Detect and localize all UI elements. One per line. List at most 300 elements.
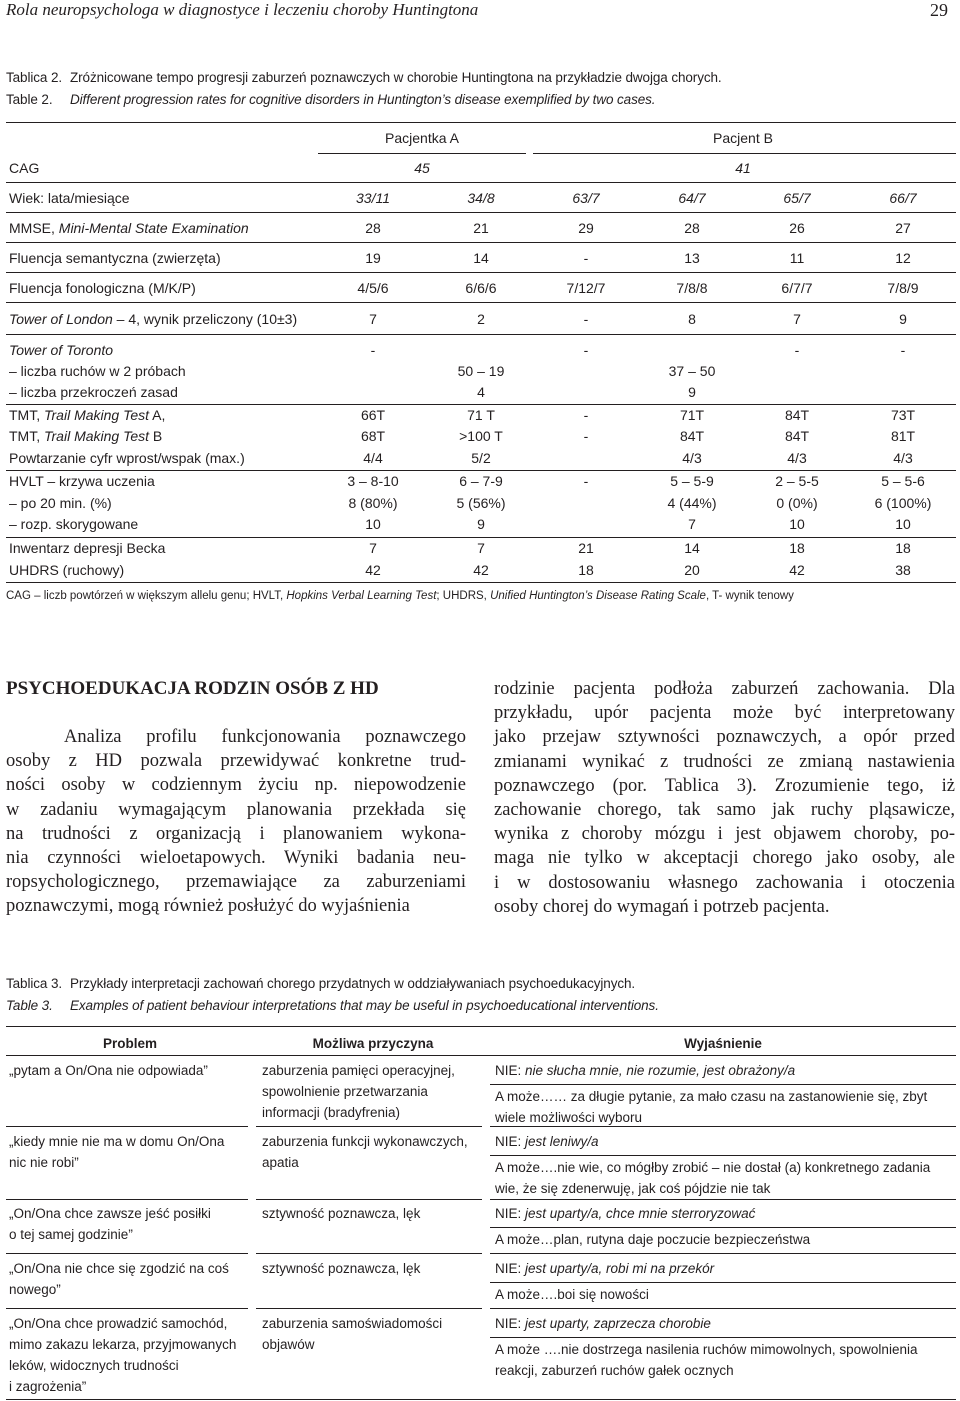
rule-line <box>490 1155 956 1156</box>
cause-line <box>262 1081 455 1102</box>
hvlt-value: 2 – 5-5 <box>775 473 819 489</box>
tot-rules-label-part: – liczba przekroczeń zasad <box>9 384 178 400</box>
cause-cell <box>262 1203 420 1224</box>
nie-text: jest leniwy/a <box>525 1134 599 1149</box>
cause-line <box>262 1313 442 1334</box>
rule-line <box>6 242 956 243</box>
maybe-cell <box>495 1284 649 1305</box>
tmt-b-value: - <box>583 428 589 444</box>
tmt-b-cell <box>431 428 531 444</box>
age-value: 34/8 <box>467 190 495 206</box>
maybe-line <box>495 1284 649 1305</box>
hvlt-recognition-cell <box>853 516 953 532</box>
cause-text: sztywność poznawcza, lęk <box>262 1261 421 1276</box>
tot-rules-label <box>9 384 178 400</box>
beck-cell <box>323 540 423 556</box>
table3-label-pl: Tablica 3. <box>6 976 63 991</box>
maybe-line <box>495 1157 930 1178</box>
hvlt-delayed-cell <box>431 495 531 511</box>
mmse-cell <box>642 220 742 236</box>
tmt-a-value: 71 T <box>467 407 495 423</box>
problem-cell <box>9 1313 236 1397</box>
hvlt-recognition-cell <box>431 516 531 532</box>
rule-line <box>490 1282 956 1283</box>
problem-line <box>9 1258 229 1279</box>
rule-line <box>490 1337 956 1338</box>
cause-text: zaburzenia samoświadomości <box>262 1316 443 1331</box>
age-label <box>9 190 130 206</box>
text-line: w zadaniu wymagającym planowania przekłada się <box>6 799 466 820</box>
beck-cell <box>747 540 847 556</box>
patient-b-header <box>638 130 848 146</box>
tmt-b-value: 81T <box>890 428 916 444</box>
tower-of-toronto-cell <box>853 342 953 358</box>
footnote-uhdrs-name: Unified Huntington’s Disease Rating Scale <box>490 590 706 602</box>
rule-line <box>6 1026 956 1027</box>
rule-line <box>6 182 956 183</box>
tower-of-london-label <box>9 311 297 327</box>
tmt-b-value: >100 T <box>459 428 503 444</box>
uhdrs-label-part: UHDRS (ruchowy) <box>9 562 125 578</box>
maybe-text: reakcji, zaburzeń ruchów gałek ocznych <box>495 1363 734 1378</box>
tot-moves-value: 37 – 50 <box>668 363 716 379</box>
nie-cell <box>495 1060 795 1081</box>
uhdrs-cell <box>853 562 953 578</box>
uhdrs-cell <box>642 562 742 578</box>
table3-header-label: Wyjaśnienie <box>684 1036 762 1051</box>
age-label-part: Wiek: lata/miesiące <box>9 190 130 206</box>
cause-line <box>262 1258 420 1279</box>
mmse-cell <box>747 220 847 236</box>
mmse-label-part: MMSE, <box>9 220 59 236</box>
tot-moves-label <box>9 363 186 379</box>
text-line: poznawczego (por. Tablica 3). Zrozumienie tego, iż <box>494 775 955 796</box>
digit-span-value: 4/4 <box>363 450 383 466</box>
hvlt-delayed-cell <box>747 495 847 511</box>
rule-line <box>256 1199 482 1200</box>
age-value: 66/7 <box>889 190 917 206</box>
uhdrs-value: 42 <box>789 562 805 578</box>
tower-of-london-cell <box>323 311 423 327</box>
cause-line <box>262 1131 468 1152</box>
tower-of-toronto-value: - <box>794 342 800 358</box>
problem-line <box>9 1313 236 1334</box>
text-line: zmianami wynikać z trudności ze zmianą nastawienia <box>494 751 955 772</box>
table3-header-0 <box>6 1036 254 1051</box>
maybe-text: A może…… za długie pytanie, za mało czasu na zastanowienie się, zbyt <box>495 1089 928 1104</box>
uhdrs-value: 20 <box>684 562 700 578</box>
phonological-fluency-label <box>9 280 196 296</box>
cause-line <box>262 1203 420 1224</box>
rule-line <box>256 1126 482 1127</box>
problem-text: „pytam a On/Ona nie odpowiada” <box>9 1063 208 1078</box>
nie-prefix: NIE: <box>495 1134 526 1149</box>
digit-span-label-part: Powtarzanie cyfr wprost/wspak (max.) <box>9 450 245 466</box>
nie-text: nie słucha mnie, nie rozumie, jest obrażony/a <box>525 1063 796 1078</box>
tower-of-toronto-label-part: Tower of Toronto <box>9 342 114 358</box>
footnote-part: ; UHDRS, <box>436 590 491 602</box>
tmt-a-value: 73T <box>890 407 916 423</box>
mmse-value: 29 <box>578 220 594 236</box>
hvlt-label-part: HVLT – krzywa uczenia <box>9 473 155 489</box>
semantic-fluency-value: - <box>583 250 589 266</box>
rule-line <box>6 1055 956 1056</box>
cause-line <box>262 1060 455 1081</box>
text-line: nia czynności wieloetapowych. Wyniki badania neu- <box>6 848 466 869</box>
text-line: przykładu, upór pacjenta może być interpretowany <box>494 703 955 724</box>
tot-rules-value: 4 <box>477 384 485 400</box>
beck-value: 7 <box>477 540 485 556</box>
cause-text: informacji (bradyfrenia) <box>262 1105 401 1120</box>
text-line: zachowanie chorego, tak samo jak ruchy pląsawicze, <box>494 800 955 821</box>
tmt-a-value: 71T <box>679 407 705 423</box>
hvlt-delayed-cell <box>323 495 423 511</box>
table3-label-en: Table 3. <box>6 998 53 1013</box>
problem-text: „On/Ona chce prowadzić samochód, <box>9 1316 228 1331</box>
rule-line <box>490 1126 956 1127</box>
age-cell <box>642 190 742 206</box>
running-title: Rola neuropsychologa w diagnostyce i leczeniu choroby Huntingtona <box>6 0 479 19</box>
problem-text: o tej samej godzinie” <box>9 1227 133 1242</box>
maybe-text: A może….boi się nowości <box>495 1287 649 1302</box>
cause-text: spowolnienie przetwarzania <box>262 1084 428 1099</box>
rule-line <box>490 1253 956 1254</box>
table3-caption-en <box>6 998 659 1013</box>
cag-label <box>9 160 39 176</box>
digit-span-value: 5/2 <box>471 450 491 466</box>
age-cell <box>747 190 847 206</box>
patient-a-label: Pacjentka A <box>385 130 459 146</box>
tower-of-london-value: 9 <box>899 311 907 327</box>
hvlt-delayed-cell <box>642 495 742 511</box>
hvlt-recognition-label-part: – rozp. skorygowane <box>9 516 139 532</box>
rule-line <box>256 1253 482 1254</box>
table3-caption-en-text: Examples of patient behaviour interpretations that may be useful in psychoeducational interventions. <box>70 998 659 1013</box>
beck-value: 18 <box>789 540 805 556</box>
digit-span-cell <box>642 450 742 466</box>
tower-of-toronto-value: - <box>583 342 589 358</box>
semantic-fluency-value: 14 <box>473 250 489 266</box>
beck-value: 7 <box>369 540 377 556</box>
digit-span-value: 4/3 <box>787 450 807 466</box>
problem-cell <box>9 1131 224 1173</box>
hvlt-delayed-value: 8 (80%) <box>348 495 398 511</box>
age-cell <box>536 190 636 206</box>
tmt-a-cell <box>642 407 742 423</box>
tower-of-london-label-part: – 4, wynik przeliczony (10±3) <box>112 311 298 327</box>
nie-cell <box>495 1131 599 1152</box>
tower-of-london-cell <box>536 311 636 327</box>
digit-span-label <box>9 450 245 466</box>
maybe-text: wie, że się zdenerwuję, jak coś pójdzie nie tak <box>495 1181 771 1196</box>
nie-cell <box>495 1203 755 1224</box>
beck-label <box>9 540 165 556</box>
mmse-value: 26 <box>789 220 805 236</box>
nie-text: jest uparty, zaprzecza chorobie <box>525 1316 711 1331</box>
tmt-b-cell <box>747 428 847 444</box>
phonological-fluency-value: 7/8/9 <box>887 280 919 296</box>
footnote-hvlt-name: Hopkins Verbal Learning Test <box>286 590 437 602</box>
tmt-a-cell <box>853 407 953 423</box>
hvlt-recognition-value: 7 <box>688 516 696 532</box>
hvlt-cell <box>323 473 423 489</box>
phonological-fluency-value: 7/8/8 <box>676 280 708 296</box>
age-cell <box>323 190 423 206</box>
rule-line <box>6 1126 248 1127</box>
beck-value: 21 <box>578 540 594 556</box>
hvlt-recognition-cell <box>747 516 847 532</box>
maybe-line <box>495 1086 927 1107</box>
maybe-cell <box>495 1157 930 1199</box>
maybe-line <box>495 1178 930 1199</box>
rule-line <box>533 153 956 154</box>
table2-caption-en <box>6 92 655 107</box>
uhdrs-label <box>9 562 124 578</box>
mmse-label <box>9 220 249 236</box>
tmt-b-cell <box>536 428 636 444</box>
hvlt-delayed-label-part: – po 20 min. (%) <box>9 495 112 511</box>
text-line: na trudności z organizacją i planowaniem wykona- <box>6 823 466 844</box>
text-line: ropsychologicznego, przemawiające za zaburzeniami <box>6 872 466 893</box>
text-line: wynika z choroby mózgu i jest objawem choroby, po- <box>494 824 955 845</box>
semantic-fluency-cell <box>536 250 636 266</box>
maybe-line <box>495 1229 810 1250</box>
tot-moves-value: 50 – 19 <box>457 363 505 379</box>
tower-of-london-value: 2 <box>477 311 485 327</box>
hvlt-delayed-value: 5 (56%) <box>456 495 506 511</box>
cause-text: sztywność poznawcza, lęk <box>262 1206 421 1221</box>
cause-cell <box>262 1060 455 1123</box>
table3-header-label: Możliwa przyczyna <box>312 1036 434 1051</box>
page-number: 29 <box>930 0 948 20</box>
hvlt-delayed-cell <box>853 495 953 511</box>
uhdrs-value: 42 <box>473 562 489 578</box>
patient-b-label: Pacjent B <box>713 130 773 146</box>
tower-of-toronto-value: - <box>370 342 376 358</box>
rule-line <box>6 1308 248 1309</box>
cag-a-cell <box>317 160 527 176</box>
maybe-cell <box>495 1339 917 1381</box>
tot-moves-label-part: – liczba ruchów w 2 próbach <box>9 363 186 379</box>
rule-line <box>6 334 956 335</box>
tmt-a-label-part: A, <box>149 407 166 423</box>
semantic-fluency-cell <box>853 250 953 266</box>
rule-line <box>6 212 956 213</box>
cause-text: zaburzenia pamięci operacyjnej, <box>262 1063 455 1078</box>
maybe-text: A może…plan, rutyna daje poczucie bezpieczeństwa <box>495 1232 811 1247</box>
cause-cell <box>262 1313 442 1355</box>
tmt-a-cell <box>431 407 531 423</box>
phonological-fluency-cell <box>323 280 423 296</box>
beck-label-part: Inwentarz depresji Becka <box>9 540 166 556</box>
maybe-line <box>495 1107 927 1128</box>
patient-a-header <box>317 130 527 146</box>
hvlt-cell <box>536 473 636 489</box>
left-column-text <box>6 725 466 919</box>
section-title: PSYCHOEDUKACJA RODZIN OSÓB Z HD <box>6 678 379 699</box>
tower-of-toronto-label <box>9 342 113 358</box>
problem-cell <box>9 1258 229 1300</box>
hvlt-recognition-value: 9 <box>477 516 485 532</box>
footnote-part: CAG – liczb powtórzeń w większym allelu genu; HVLT, <box>6 590 287 602</box>
uhdrs-cell <box>431 562 531 578</box>
rule-line <box>6 404 956 405</box>
problem-text: nowego” <box>9 1282 61 1297</box>
hvlt-delayed-value: 0 (0%) <box>776 495 818 511</box>
tmt-b-label-part: Trail Making Test <box>44 428 150 444</box>
problem-line <box>9 1334 236 1355</box>
hvlt-recognition-value: 10 <box>895 516 911 532</box>
cause-cell <box>262 1258 420 1279</box>
tower-of-toronto-value: - <box>900 342 906 358</box>
hvlt-label <box>9 473 155 489</box>
table2-caption-en-text: Different progression rates for cognitive disorders in Huntington’s disease exemplified by two cases. <box>70 92 656 107</box>
digit-span-cell <box>853 450 953 466</box>
table3-caption-pl-text: Przykłady interpretacji zachowań chorego przydatnych w oddziaływaniach psychoedukacyjnych. <box>70 976 636 991</box>
nie-prefix: NIE: <box>495 1063 526 1078</box>
uhdrs-value: 18 <box>578 562 594 578</box>
cag-b-cell <box>638 160 848 176</box>
uhdrs-value: 38 <box>895 562 911 578</box>
tmt-a-label-part: Trail Making Test <box>44 407 150 423</box>
digit-span-value: 4/3 <box>893 450 913 466</box>
cause-text: objawów <box>262 1337 315 1352</box>
mmse-value: 27 <box>895 220 911 236</box>
cause-text: zaburzenia funkcji wykonawczych, <box>262 1134 468 1149</box>
text-line: ności osoby w codziennym życiu np. niepowodzenie <box>6 775 466 796</box>
phonological-fluency-cell <box>536 280 636 296</box>
hvlt-value: 6 – 7-9 <box>459 473 503 489</box>
problem-line <box>9 1203 211 1224</box>
cag-a-value: 45 <box>414 160 430 176</box>
right-column-text <box>494 677 955 919</box>
rule-line <box>6 272 956 273</box>
table3-header-2 <box>490 1036 956 1051</box>
problem-text: „kiedy mnie nie ma w domu On/Ona <box>9 1134 225 1149</box>
nie-prefix: NIE: <box>495 1206 526 1221</box>
age-value: 64/7 <box>678 190 706 206</box>
digit-span-cell <box>431 450 531 466</box>
mmse-cell <box>853 220 953 236</box>
tmt-b-value: 68T <box>360 428 386 444</box>
cause-line <box>262 1102 455 1123</box>
problem-line <box>9 1224 211 1245</box>
maybe-line <box>495 1339 917 1360</box>
tmt-b-cell <box>323 428 423 444</box>
hvlt-recognition-label <box>9 516 138 532</box>
text-line: rodzinie pacjenta podłoża zaburzeń zachowania. Dla <box>494 679 955 699</box>
cause-line <box>262 1334 442 1355</box>
problem-line <box>9 1376 236 1397</box>
tmt-b-label <box>9 428 162 444</box>
mmse-value: 28 <box>684 220 700 236</box>
nie-text: jest uparty/a, chce mnie sterroryzować <box>525 1206 756 1221</box>
tower-of-london-value: 7 <box>369 311 377 327</box>
phonological-fluency-cell <box>853 280 953 296</box>
problem-line <box>9 1060 208 1081</box>
semantic-fluency-cell <box>747 250 847 266</box>
rule-line <box>490 1199 956 1200</box>
hvlt-cell <box>431 473 531 489</box>
tower-of-london-value: 7 <box>793 311 801 327</box>
cause-cell <box>262 1131 468 1173</box>
age-value: 63/7 <box>572 190 600 206</box>
age-cell <box>431 190 531 206</box>
text-line: poznawczymi, mogą również posłużyć do wyjaśnienia <box>6 896 410 917</box>
semantic-fluency-value: 19 <box>365 250 381 266</box>
uhdrs-value: 42 <box>365 562 381 578</box>
semantic-fluency-cell <box>431 250 531 266</box>
text-line: i w dostosowaniu własnego zachowania i otoczenia <box>494 872 955 893</box>
text-line: osoby z HD pozwala przewidywać konkretne trud- <box>6 751 466 772</box>
tot-rules-cell <box>642 384 742 400</box>
semantic-fluency-cell <box>323 250 423 266</box>
beck-cell <box>642 540 742 556</box>
problem-text: leków, widocznych trudności <box>9 1358 179 1373</box>
tmt-a-cell <box>536 407 636 423</box>
table2-caption-pl-text: Zróżnicowane tempo progresji zaburzeń poznawczych w chorobie Huntingtona na przykładzie dwojga chorych. <box>70 70 722 85</box>
hvlt-value: 3 – 8-10 <box>347 473 399 489</box>
age-cell <box>853 190 953 206</box>
tmt-b-value: 84T <box>784 428 810 444</box>
table2-label-en: Table 2. <box>6 92 53 107</box>
uhdrs-cell <box>323 562 423 578</box>
beck-cell <box>431 540 531 556</box>
beck-value: 14 <box>684 540 700 556</box>
text-line: maga nie tylko w akceptacji chorego jako osoby, ale <box>494 848 955 869</box>
hvlt-value: 5 – 5-6 <box>881 473 925 489</box>
tmt-b-label-part: B <box>149 428 163 444</box>
tmt-b-cell <box>642 428 742 444</box>
tower-of-london-value: 8 <box>688 311 696 327</box>
footnote-part: , T- wynik tenowy <box>705 590 794 602</box>
rule-line <box>490 1308 956 1309</box>
tmt-a-value: 66T <box>360 407 386 423</box>
uhdrs-cell <box>747 562 847 578</box>
tmt-a-label <box>9 407 165 423</box>
rule-line <box>6 582 956 583</box>
tot-rules-cell <box>431 384 531 400</box>
mmse-value: 28 <box>365 220 381 236</box>
rule-line <box>6 1199 248 1200</box>
problem-text: „On/Ona chce zawsze jeść posiłki <box>9 1206 211 1221</box>
tmt-b-label-part: TMT, <box>9 428 44 444</box>
cause-line <box>262 1152 468 1173</box>
hvlt-delayed-label <box>9 495 112 511</box>
text-line: Analiza profilu funkcjonowania poznawczego <box>64 727 466 747</box>
rule-line <box>6 537 956 538</box>
table3-header-label: Problem <box>102 1036 157 1051</box>
rule-line <box>490 1084 956 1085</box>
cag-b-value: 41 <box>735 160 751 176</box>
rule-line <box>490 1227 956 1228</box>
nie-cell <box>495 1258 714 1279</box>
tmt-a-value: 84T <box>784 407 810 423</box>
rule-line <box>6 1399 956 1400</box>
semantic-fluency-label-part: Fluencja semantyczna (zwierzęta) <box>9 250 221 266</box>
tower-of-london-label-part: Tower of London <box>9 311 113 327</box>
cause-text: apatia <box>262 1155 299 1170</box>
tmt-a-value: - <box>583 407 589 423</box>
maybe-text: A może….nie wie, co mógłby zrobić – nie dostał (a) konkretnego zadania <box>495 1160 931 1175</box>
phonological-fluency-cell <box>642 280 742 296</box>
hvlt-value: - <box>583 473 589 489</box>
mmse-cell <box>536 220 636 236</box>
table2-footnote <box>6 590 794 602</box>
hvlt-delayed-value: 4 (44%) <box>667 495 717 511</box>
semantic-fluency-value: 13 <box>684 250 700 266</box>
digit-span-value: 4/3 <box>682 450 702 466</box>
